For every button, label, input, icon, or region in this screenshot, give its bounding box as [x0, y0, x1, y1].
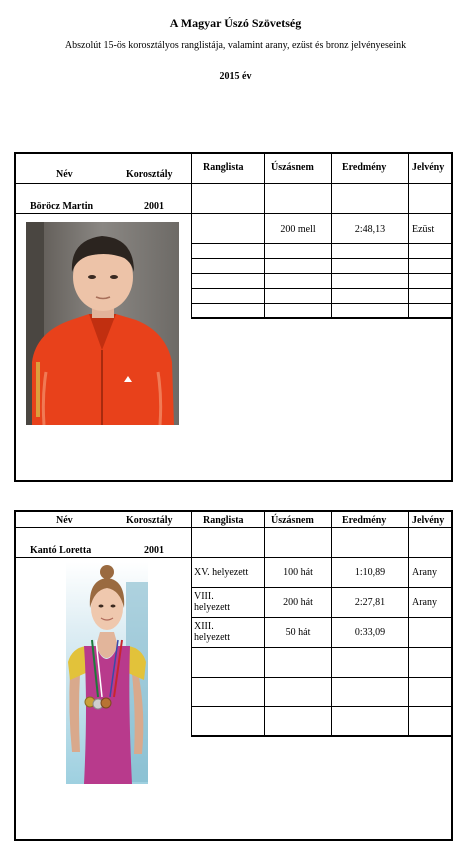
- grid-line: [191, 587, 451, 588]
- header-divider: [16, 527, 451, 528]
- athlete-card-2: [14, 510, 453, 841]
- grid-line: [191, 647, 451, 648]
- grid-line: [191, 154, 192, 318]
- athlete-photo-image: [66, 562, 148, 784]
- name-underline: [16, 213, 191, 214]
- cell-ranglista: VIII. helyezett: [194, 591, 231, 613]
- col-header-korosztaly: Korosztály: [126, 169, 173, 180]
- col-header-ranglista: Ranglista: [203, 162, 244, 173]
- cell-eredmeny: 0:33,09: [354, 627, 386, 638]
- document-year: 2015 év: [219, 71, 252, 82]
- grid-line: [264, 512, 265, 736]
- grid-line: [191, 735, 451, 737]
- grid-line: [191, 288, 451, 289]
- col-header-uszasnem: Úszásnem: [271, 515, 314, 526]
- athlete-card-1: [14, 152, 453, 482]
- cell-jelveny: Ezüst: [412, 224, 435, 235]
- athlete-photo: [26, 222, 179, 425]
- athlete-birth-year: 2001: [144, 201, 164, 212]
- cell-uszasnem: 200 mell: [280, 224, 316, 235]
- cell-jelveny: Arany: [412, 597, 437, 608]
- document-subtitle: Abszolút 15-ös korosztályos ranglistája, valamint arany, ezüst és bronz jelvényeseink: [64, 40, 407, 51]
- grid-line: [264, 154, 265, 318]
- grid-line: [191, 303, 451, 304]
- grid-line: [191, 317, 451, 319]
- athlete-photo: [66, 562, 148, 784]
- col-header-ranglista: Ranglista: [203, 515, 244, 526]
- document-title: A Magyar Úszó Szövetség: [169, 16, 302, 30]
- col-header-jelveny: Jelvény: [412, 162, 445, 173]
- cell-ranglista: XIII. helyezett: [194, 621, 231, 643]
- cell-uszasnem: 200 hát: [283, 597, 313, 608]
- grid-line: [331, 512, 332, 736]
- col-header-korosztaly: Korosztály: [126, 515, 173, 526]
- grid-line: [191, 557, 451, 558]
- grid-line: [191, 512, 192, 736]
- cell-eredmeny: 1:10,89: [354, 567, 386, 578]
- name-underline: [16, 557, 191, 558]
- cell-eredmeny: 2:48,13: [354, 224, 386, 235]
- cell-ranglista: XV. helyezett: [194, 567, 249, 578]
- col-header-eredmeny: Eredmény: [342, 162, 387, 173]
- athlete-birth-year: 2001: [144, 545, 164, 556]
- col-header-nev: Név: [56, 515, 73, 526]
- header-divider: [16, 183, 451, 184]
- grid-line: [408, 512, 409, 736]
- grid-line: [191, 243, 451, 244]
- col-header-eredmeny: Eredmény: [342, 515, 387, 526]
- grid-line: [191, 677, 451, 678]
- athlete-name: Böröcz Martin: [30, 201, 94, 212]
- cell-jelveny: Arany: [412, 567, 437, 578]
- cell-uszasnem: 100 hát: [283, 567, 313, 578]
- cell-uszasnem: 50 hát: [285, 627, 311, 638]
- grid-line: [191, 273, 451, 274]
- col-header-nev: Név: [56, 169, 73, 180]
- grid-line: [191, 213, 451, 214]
- grid-line: [408, 154, 409, 318]
- col-header-jelveny: Jelvény: [412, 515, 445, 526]
- grid-line: [191, 617, 451, 618]
- athlete-name: Kantó Loretta: [30, 545, 92, 556]
- athlete-photo-image: [26, 222, 179, 425]
- grid-line: [191, 258, 451, 259]
- grid-line: [191, 706, 451, 707]
- col-header-uszasnem: Úszásnem: [271, 162, 314, 173]
- grid-line: [331, 154, 332, 318]
- cell-eredmeny: 2:27,81: [354, 597, 386, 608]
